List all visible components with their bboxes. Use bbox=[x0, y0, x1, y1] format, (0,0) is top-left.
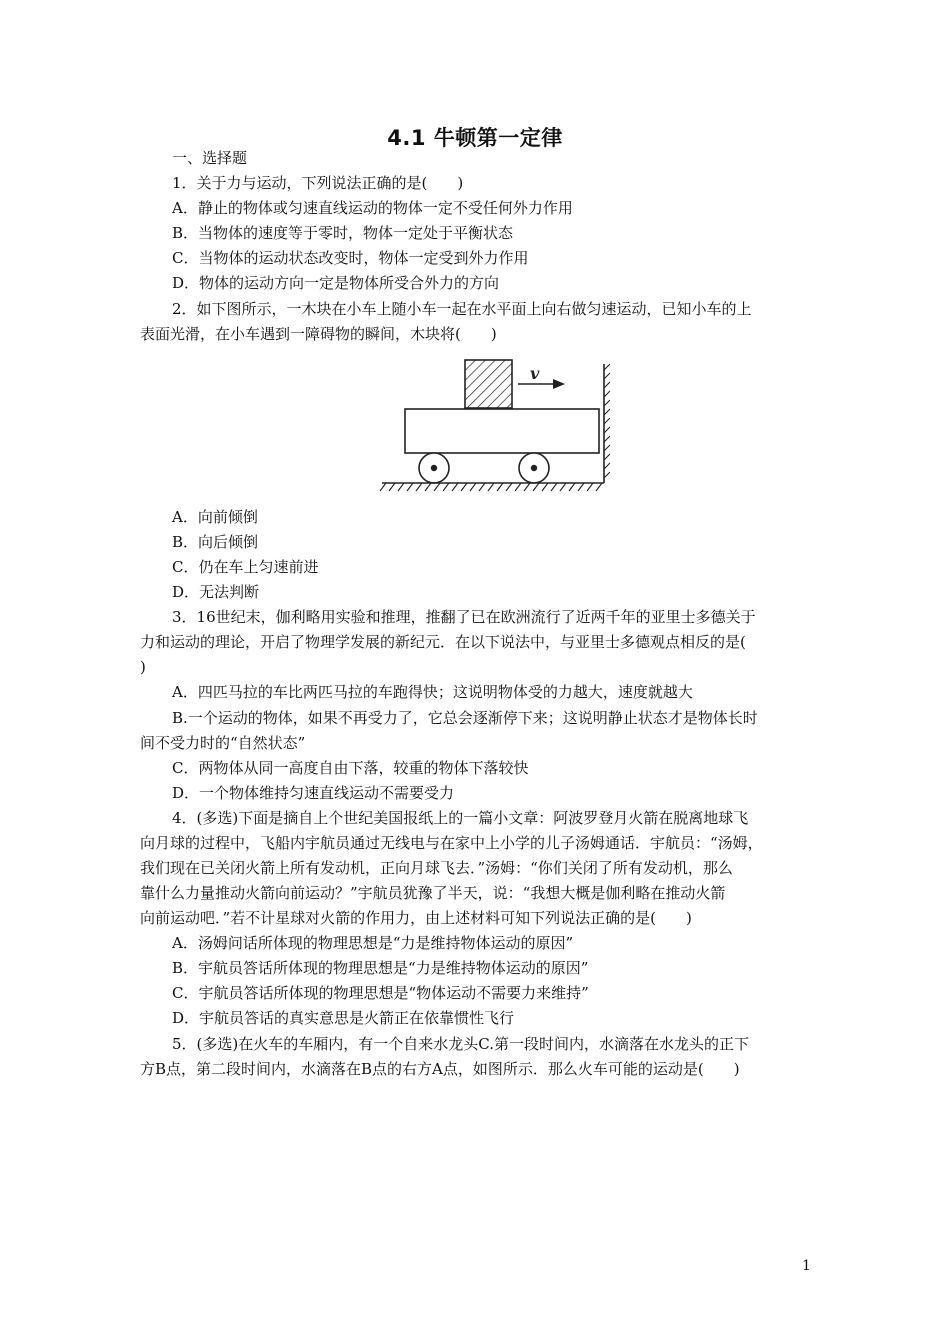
q3-option-d: D．一个物体维持匀速直线运动不需要受力 bbox=[172, 784, 455, 802]
q1-option-c: C．当物体的运动状态改变时，物体一定受到外力作用 bbox=[172, 249, 529, 267]
q5-stem-line-2: 方B点，第二段时间内，水滴落在B点的右方A点，如图所示．那么火车可能的运动是( ) bbox=[140, 1060, 740, 1078]
q4-stem-line-2: 向月球的过程中，飞船内宇航员通过无线电与在家中上小学的儿子汤姆通话．宇航员：“汤姆， bbox=[140, 834, 763, 852]
q4-stem-line-3: 我们现在已关闭火箭上所有发动机，正向月球飞去．”汤姆：“你们关闭了所有发动机，那么 bbox=[140, 859, 733, 877]
q3-option-b-line-1: B.一个运动的物体，如果不再受力了，它总会逐渐停下来；这说明静止状态才是物体长时 bbox=[172, 709, 758, 727]
q4-stem-line-4: 靠什么力量推动火箭向前运动？”宇航员犹豫了半天，说：“我想大概是伽利略在推动火箭 bbox=[140, 884, 726, 902]
q1-option-a: A．静止的物体或匀速直线运动的物体一定不受任何外力作用 bbox=[172, 199, 573, 217]
q3-stem-line-1: 3．16世纪末，伽利略用实验和推理，推翻了已在欧洲流行了近两千年的亚里士多德关于 bbox=[172, 608, 756, 626]
velocity-label: v bbox=[530, 364, 540, 383]
wooden-block bbox=[465, 360, 512, 408]
q3-stem-line-3: ) bbox=[140, 658, 146, 676]
q2-option-a: A．向前倾倒 bbox=[172, 508, 258, 526]
q3-option-c: C．两物体从同一高度自由下落，较重的物体下落较快 bbox=[172, 759, 529, 777]
q4-stem-line-1: 4．(多选)下面是摘自上个世纪美国报纸上的一篇小文章：阿波罗登月火箭在脱离地球飞 bbox=[172, 809, 749, 827]
q1-stem: 1．关于力与运动，下列说法正确的是( ) bbox=[172, 174, 464, 192]
q3-option-a: A．四匹马拉的车比两匹马拉的车跑得快；这说明物体受的力越大，速度就越大 bbox=[172, 683, 693, 701]
q5-stem-line-1: 5．(多选)在火车的车厢内，有一个自来水龙头C.第一段时间内，水滴落在水龙头的正下 bbox=[172, 1035, 749, 1053]
cart-block-figure bbox=[378, 358, 610, 500]
q2-stem-line-1: 2．如下图所示，一木块在小车上随小车一起在水平面上向右做匀速运动，已知小车的上 bbox=[172, 300, 752, 318]
q1-option-b: B．当物体的速度等于零时，物体一定处于平衡状态 bbox=[172, 224, 514, 242]
q2-option-b: B．向后倾倒 bbox=[172, 533, 259, 551]
q4-stem-line-5: 向前运动吧．”若不计星球对火箭的作用力，由上述材料可知下列说法正确的是( ) bbox=[140, 909, 692, 927]
q4-option-c: C．宇航员答话所体现的物理思想是“物体运动不需要力来维持” bbox=[172, 984, 589, 1002]
section-heading: 一、选择题 bbox=[172, 149, 248, 167]
q1-option-d: D．物体的运动方向一定是物体所受合外力的方向 bbox=[172, 274, 500, 292]
q4-option-d: D．宇航员答话的真实意思是火箭正在依靠惯性飞行 bbox=[172, 1009, 515, 1027]
q2-option-c: C．仍在车上匀速前进 bbox=[172, 558, 319, 576]
page-number: 1 bbox=[802, 1258, 811, 1274]
q3-option-b-line-2: 间不受力时的“自然状态” bbox=[140, 734, 306, 752]
q2-stem-line-2: 表面光滑，在小车遇到一障碍物的瞬间，木块将( ) bbox=[140, 325, 497, 343]
velocity-arrowhead bbox=[553, 379, 565, 389]
cart-diagram bbox=[378, 358, 610, 496]
q4-option-b: B．宇航员答话所体现的物理思想是“力是维持物体运动的原因” bbox=[172, 959, 589, 977]
q2-option-d: D．无法判断 bbox=[172, 583, 260, 601]
q3-stem-line-2: 力和运动的理论，开启了物理学发展的新纪元．在以下说法中，与亚里士多德观点相反的是( bbox=[140, 633, 746, 651]
page-title: 4.1 牛顿第一定律 bbox=[387, 126, 563, 150]
cart-body bbox=[405, 409, 599, 453]
q4-option-a: A．汤姆问话所体现的物理思想是“力是维持物体运动的原因” bbox=[172, 934, 574, 952]
